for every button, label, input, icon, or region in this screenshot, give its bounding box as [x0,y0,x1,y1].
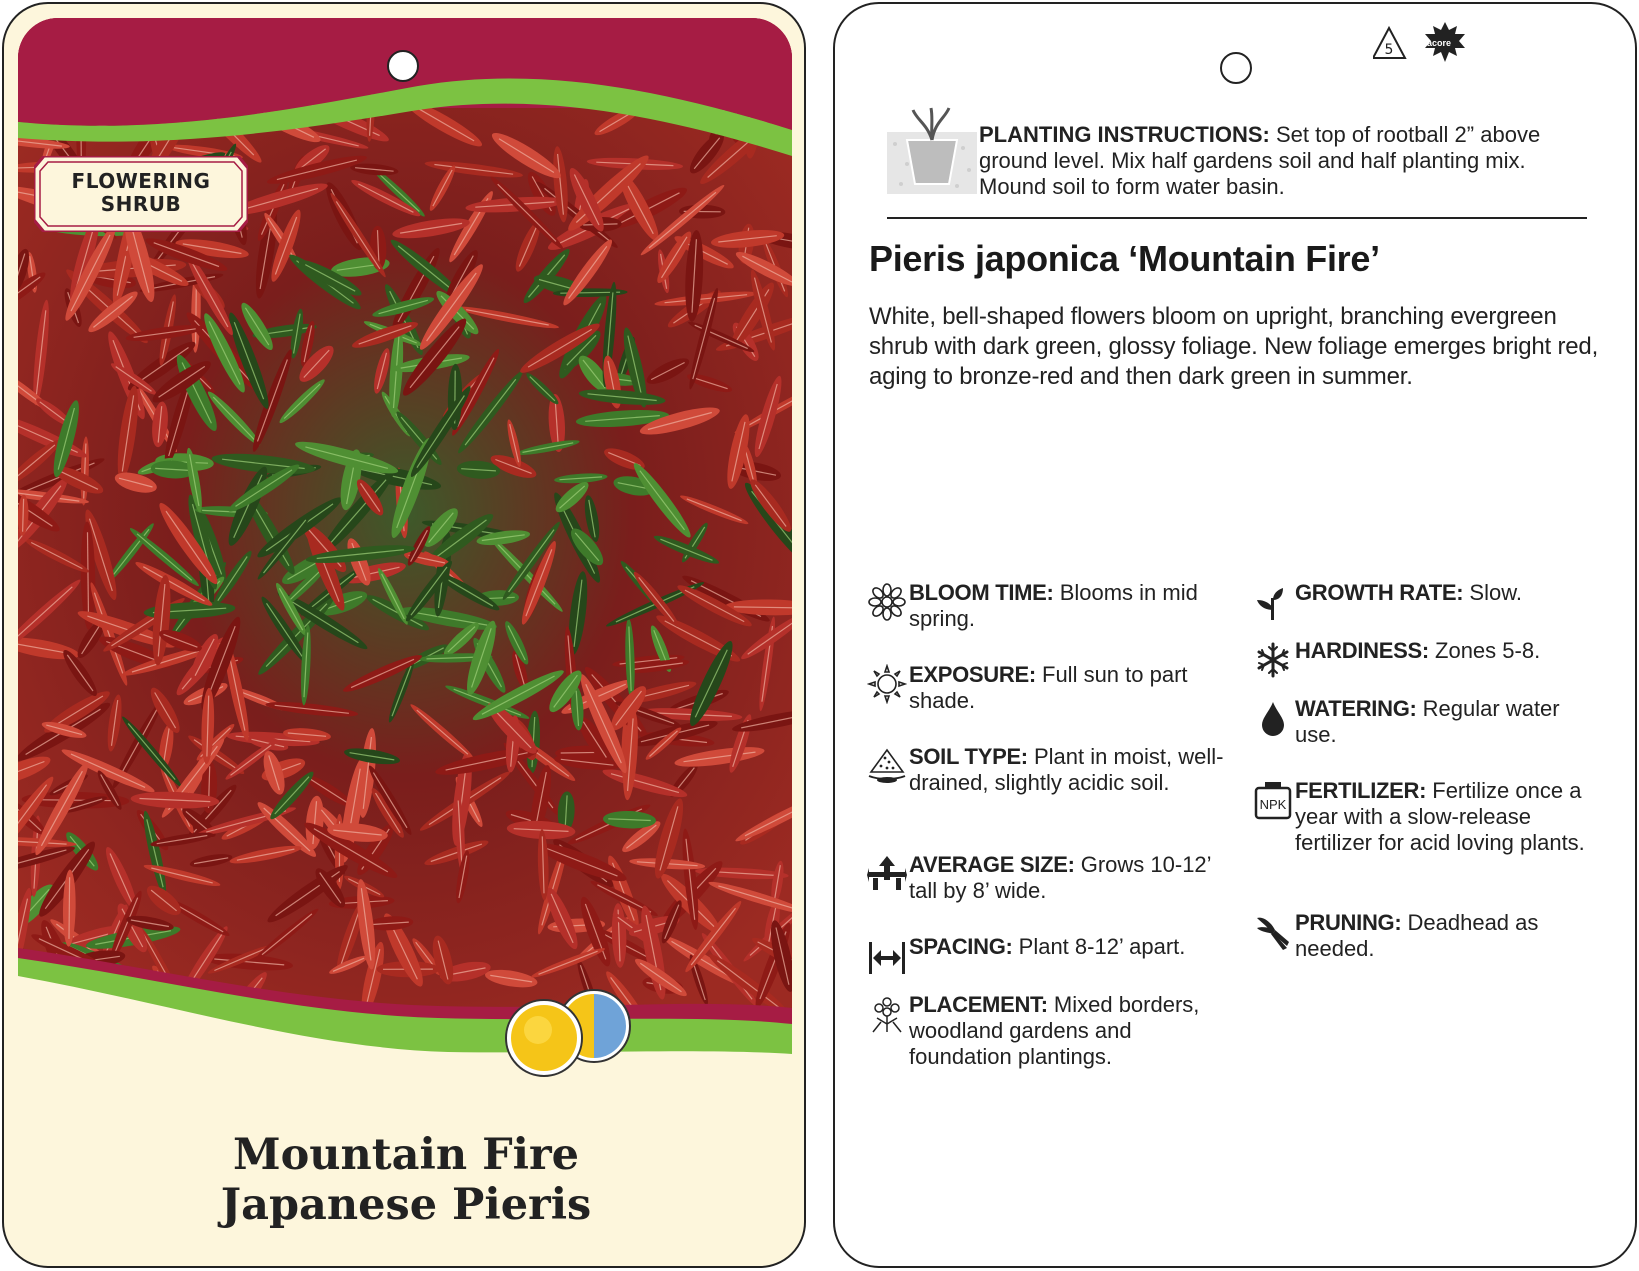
attr-label: SOIL TYPE: [909,744,1028,769]
attr-text: Regular water use. [1295,696,1560,747]
svg-text:NPK: NPK [1259,797,1287,812]
sprout-icon [1253,582,1293,622]
attr-label: PLACEMENT: [909,992,1048,1017]
soil-icon [867,746,907,786]
sun-icon [867,664,907,704]
attr-label: BLOOM TIME: [909,580,1054,605]
attr-label: GROWTH RATE: [1295,580,1464,605]
attr-text: Zones 5-8. [1428,638,1541,663]
planting-instructions [979,122,1579,200]
planting-text: Set top of rootball 2” above ground level. Mix half gardens soil and half planting mix. Mound soil to form water basin. [979,122,1541,199]
front-tag [2,2,806,1268]
attr-hardiness [1253,638,1593,680]
attr-growth-rate [1253,580,1593,622]
svg-text:5: 5 [1384,42,1394,58]
common-name [4,1130,806,1230]
attr-pruning [1253,910,1593,962]
attr-average-size [867,852,1227,904]
attr-text: Full sun to part shade. [909,662,1188,713]
attr-soil-type [867,744,1227,796]
attr-text: Blooms in mid spring. [909,580,1198,631]
hang-hole [387,50,419,82]
attr-label: SPACING: [909,934,1013,959]
recycle-brand: macore [1419,38,1452,48]
spacing-icon [867,936,907,976]
attr-label: AVERAGE SIZE: [909,852,1075,877]
planting-label: PLANTING INSTRUCTIONS: [979,122,1270,147]
back-tag [833,2,1637,1268]
leaf-highlight [69,877,70,939]
attr-label: WATERING: [1295,696,1417,721]
attr-text: Deadhead as needed. [1295,910,1539,961]
attr-label: FERTILIZER: [1295,778,1427,803]
badge-line-2: SHRUB [100,192,182,216]
placement-icon [867,994,907,1034]
attr-label: PRUNING: [1295,910,1402,935]
attr-watering [1253,696,1593,748]
attr-text: Fertilize once a year with a slow-release fertilizer for acid loving plants. [1295,778,1585,855]
badge-line-1: FLOWERING [71,169,211,193]
attr-placement [867,992,1227,1070]
npk-icon [1253,780,1293,820]
size-icon [867,854,907,894]
attr-text: Slow. [1463,580,1522,605]
attr-fertilizer [1253,778,1593,856]
common-name-line-1: Mountain Fire [233,1130,579,1180]
attr-text: Grows 10-12’ tall by 8’ wide. [909,852,1211,903]
exposure-icons [504,984,636,1080]
attr-bloom-time [867,580,1227,632]
attr-spacing [867,934,1227,976]
species-name: Pieris japonica ‘Mountain Fire’ [869,238,1380,279]
water-drop-icon [1253,698,1293,738]
attr-exposure [867,662,1227,714]
divider [887,217,1587,219]
planting-pot-icon [887,104,977,199]
attr-text: Plant 8-12’ apart. [1012,934,1186,959]
plant-description: White, bell-shaped flowers bloom on upright, branching evergreen shrub with dark green, glossy foliage. New foliage emerges bright red, aging to bronze-red and then dark green in summer. [869,303,1599,390]
attr-label: EXPOSURE: [909,662,1036,687]
flower-icon [867,582,907,622]
full-sun-icon [506,1000,582,1076]
attr-label: HARDINESS: [1295,638,1429,663]
snowflake-icon [1253,640,1293,680]
common-name-line-2: Japanese Pieris [220,1180,592,1230]
pruners-icon [1253,912,1293,952]
category-badge [34,156,248,232]
attr-text: Mixed borders, woodland gardens and foundation plantings. [909,992,1200,1069]
hang-hole [1220,52,1252,84]
attr-text: Plant in moist, well-drained, slightly acidic soil. [909,744,1224,795]
